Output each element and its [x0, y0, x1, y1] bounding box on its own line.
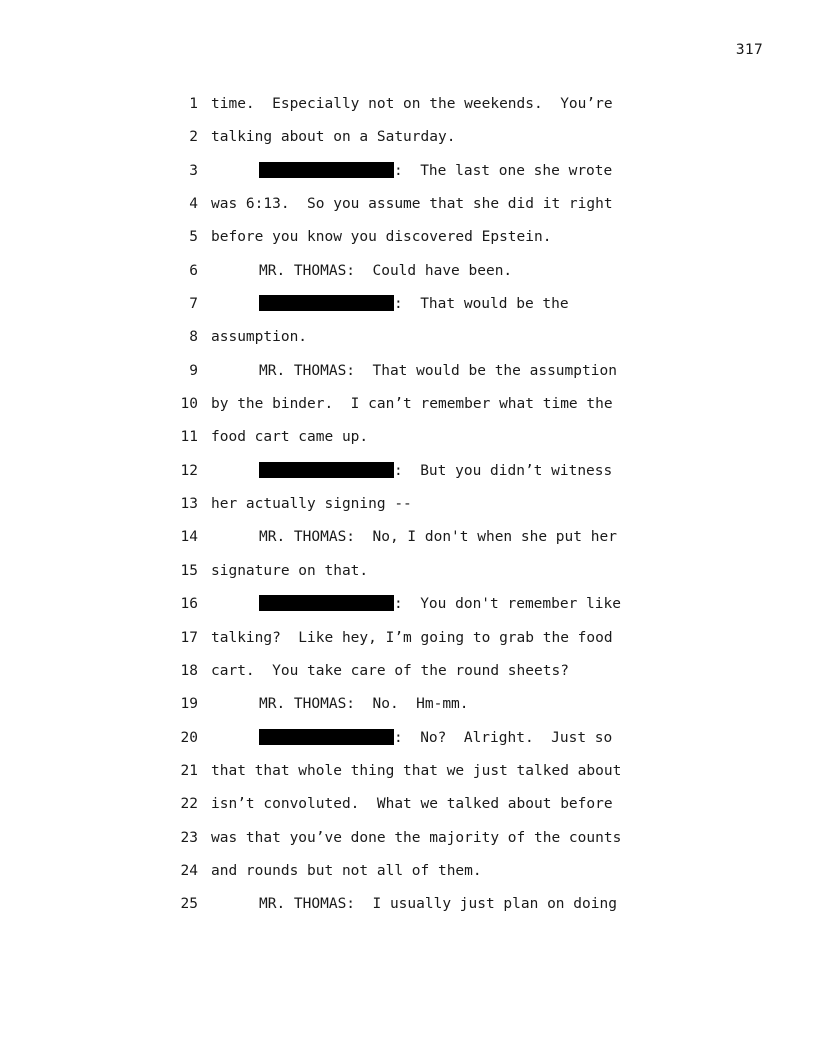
- line-text-container: [211, 90, 613, 118]
- line-text: that that whole thing that we just talked about: [211, 762, 622, 779]
- line-text: cart. You take care of the round sheets?: [211, 662, 569, 679]
- line-text-container: [259, 890, 617, 918]
- transcript-line: [0, 357, 816, 390]
- line-text-container: [259, 590, 621, 618]
- transcript-body: [0, 90, 816, 924]
- transcript-line: [0, 323, 816, 356]
- transcript-line: [0, 190, 816, 223]
- line-number: 10: [180, 396, 198, 413]
- line-text: food cart came up.: [211, 429, 369, 446]
- line-text: signature on that.: [211, 562, 369, 579]
- line-text: assumption.: [211, 329, 308, 346]
- line-text: MR. THOMAS: No, I don't when she put her: [259, 529, 617, 546]
- line-text-container: [259, 690, 469, 718]
- transcript-line: [0, 724, 816, 757]
- line-text-container: [259, 290, 569, 318]
- line-text-container: [211, 757, 621, 785]
- transcript-line: [0, 157, 816, 190]
- line-text: was that you’ve done the majority of the counts: [211, 829, 622, 846]
- line-number: 17: [180, 629, 198, 646]
- line-text: time. Especially not on the weekends. You’re: [211, 96, 613, 112]
- line-text: was 6:13. So you assume that she did it right: [211, 196, 613, 213]
- line-text-container: [211, 857, 482, 885]
- line-number: 23: [180, 829, 198, 846]
- line-text: : But you didn’t witness: [394, 462, 613, 479]
- line-text: : The last one she wrote: [394, 162, 613, 179]
- line-text-container: [211, 624, 613, 652]
- line-number: 15: [180, 562, 198, 579]
- line-text: MR. THOMAS: No. Hm-mm.: [259, 696, 469, 713]
- line-number: 9: [189, 362, 198, 379]
- line-number: 22: [180, 796, 198, 813]
- line-text: talking? Like hey, I’m going to grab the food: [211, 629, 613, 646]
- line-text: MR. THOMAS: That would be the assumption: [259, 362, 617, 379]
- line-text-container: [259, 357, 617, 385]
- transcript-line: [0, 890, 816, 923]
- line-number: 18: [180, 662, 198, 679]
- transcript-line: [0, 123, 816, 156]
- line-text: and rounds but not all of them.: [211, 862, 482, 879]
- line-text-container: [259, 457, 612, 485]
- line-number: 21: [180, 762, 198, 779]
- transcript-line: [0, 390, 816, 423]
- transcript-line: [0, 590, 816, 623]
- transcript-line: [0, 690, 816, 723]
- line-number: 7: [189, 296, 198, 313]
- transcript-line: [0, 790, 816, 823]
- line-text: talking about on a Saturday.: [211, 129, 456, 146]
- page-number: 317: [735, 42, 763, 58]
- transcript-line: [0, 523, 816, 556]
- transcript-line: [0, 757, 816, 790]
- line-number: 3: [189, 162, 198, 179]
- line-number: 2: [189, 129, 198, 146]
- line-text-container: [259, 257, 512, 285]
- line-text: : No? Alright. Just so: [394, 729, 613, 746]
- transcript-line: [0, 257, 816, 290]
- line-number: 16: [180, 596, 198, 613]
- line-number: 24: [180, 862, 198, 879]
- line-text-container: [211, 190, 613, 218]
- line-number: 8: [189, 329, 198, 346]
- redaction-block: [259, 295, 394, 311]
- line-number: 12: [180, 462, 198, 479]
- transcript-line: [0, 290, 816, 323]
- line-number: 19: [180, 696, 198, 713]
- transcript-line: [0, 824, 816, 857]
- line-text-container: [211, 323, 307, 351]
- redaction-block: [259, 729, 394, 745]
- line-text: her actually signing --: [211, 496, 412, 513]
- transcript-line: [0, 557, 816, 590]
- line-number: 13: [180, 496, 198, 513]
- line-number: 5: [189, 229, 198, 246]
- transcript-line: [0, 657, 816, 690]
- transcript-line: [0, 857, 816, 890]
- line-text-container: [211, 390, 613, 418]
- line-text: MR. THOMAS: I usually just plan on doing: [259, 896, 617, 913]
- line-text: : You don't remember like: [394, 596, 621, 613]
- redaction-block: [259, 162, 394, 178]
- line-text-container: [259, 523, 617, 551]
- line-text: before you know you discovered Epstein.: [211, 229, 552, 246]
- transcript-line: [0, 90, 816, 123]
- line-text-container: [211, 824, 621, 852]
- line-number: 6: [189, 262, 198, 279]
- line-text: isn’t convoluted. What we talked about before: [211, 796, 613, 813]
- line-number: 4: [189, 196, 198, 213]
- redaction-block: [259, 462, 394, 478]
- line-text-container: [211, 557, 368, 585]
- line-number: 14: [180, 529, 198, 546]
- transcript-line: [0, 423, 816, 456]
- transcript-line: [0, 624, 816, 657]
- line-text: : That would be the: [394, 296, 569, 313]
- line-text-container: [259, 724, 612, 752]
- line-number: 11: [180, 429, 198, 446]
- transcript-line: [0, 457, 816, 490]
- line-text-container: [259, 157, 612, 185]
- line-text: by the binder. I can’t remember what time the: [211, 396, 613, 413]
- redaction-block: [259, 595, 394, 611]
- line-text-container: [211, 657, 569, 685]
- line-text-container: [211, 423, 368, 451]
- line-text-container: [211, 223, 551, 251]
- line-text: MR. THOMAS: Could have been.: [259, 262, 513, 279]
- line-number: 20: [180, 729, 198, 746]
- line-text-container: [211, 490, 412, 518]
- line-number: 1: [189, 96, 198, 112]
- line-text-container: [211, 790, 613, 818]
- line-number: 25: [180, 896, 198, 913]
- transcript-line: [0, 223, 816, 256]
- transcript-line: [0, 490, 816, 523]
- line-text-container: [211, 123, 455, 151]
